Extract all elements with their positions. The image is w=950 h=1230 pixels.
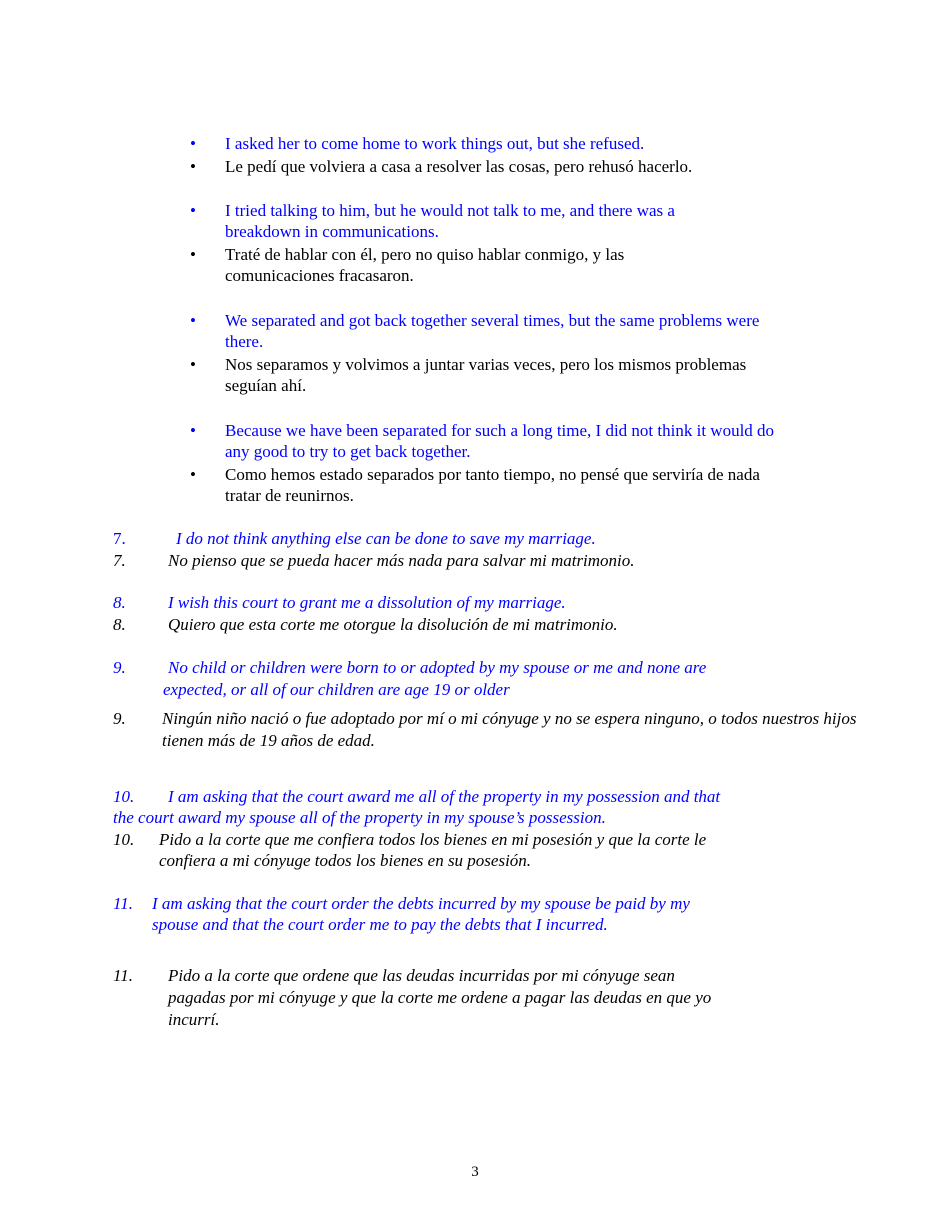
item-number: 7. [113,529,126,548]
bullet-text: Because we have been separated for such a long time, I did not think it would do [225,421,775,440]
item-number: 11. [113,966,133,985]
item-number: 10. [113,787,135,806]
bullet-text: Como hemos estado separados por tanto tiempo, no pensé que serviría de nada [225,465,760,484]
item-text: No child or children were born to or adopted by my spouse or me and none are [168,658,707,677]
bullet-text: breakdown in communications. [225,222,439,241]
item-number: 7. [113,551,126,570]
item-text: Pido a la corte que ordene que las deudas incurridas por mi cónyuge sean [168,966,675,985]
bullet-text: We separated and got back together several times, but the same problems were [225,311,760,330]
bullet-icon: • [190,245,196,264]
bullet-icon: • [190,465,196,484]
item-text: Quiero que esta corte me otorgue la disolución de mi matrimonio. [168,615,618,634]
item-text: No pienso que se pueda hacer más nada para salvar mi matrimonio. [168,551,635,570]
item-text: tienen más de 19 años de edad. [162,731,375,750]
bullet-text: I asked her to come home to work things out, but she refused. [225,134,645,153]
page-number: 3 [471,1164,479,1180]
bullet-icon: • [190,201,196,220]
bullet-text: Le pedí que volviera a casa a resolver las cosas, pero rehusó hacerlo. [225,157,693,176]
item-text: I am asking that the court order the debts incurred by my spouse be paid by my [152,894,690,913]
bullet-text: Traté de hablar con él, pero no quiso hablar conmigo, y las [225,245,625,264]
bullet-text: Nos separamos y volvimos a juntar varias veces, pero los mismos problemas [225,355,747,374]
bullet-icon: • [190,157,196,176]
bullet-icon: • [190,355,196,374]
item-number: 9. [113,658,126,677]
bullet-text: any good to try to get back together. [225,442,471,461]
bullet-text: tratar de reunirnos. [225,486,354,505]
item-text: Pido a la corte que me confiera todos los bienes en mi posesión y que la corte le [159,830,707,849]
bullet-icon: • [190,134,196,153]
item-number: 10. [113,830,135,849]
item-number: 11. [113,894,133,913]
item-text: I am asking that the court award me all of the property in my possession and that [168,787,721,806]
item-text: I do not think anything else can be done to save my marriage. [176,529,596,548]
item-number: 8. [113,593,126,612]
item-text: Ningún niño nació o fue adoptado por mí o mi cónyuge y no se espera ninguno, o todos nuestros hijos [162,709,857,728]
item-number: 8. [113,615,126,634]
item-text: incurrí. [168,1010,220,1029]
bullet-text: I tried talking to him, but he would not talk to me, and there was a [225,201,675,220]
item-text: pagadas por mi cónyuge y que la corte me ordene a pagar las deudas en que yo [168,988,712,1007]
item-text: the court award my spouse all of the property in my spouse’s possession. [113,808,606,827]
item-text: I wish this court to grant me a dissolution of my marriage. [168,593,566,612]
item-text: spouse and that the court order me to pay the debts that I incurred. [152,915,608,934]
bullet-text: seguían ahí. [225,376,307,395]
bullet-icon: • [190,311,196,330]
bullet-text: there. [225,332,264,351]
bullet-icon: • [190,421,196,440]
item-text: expected, or all of our children are age 19 or older [163,680,510,699]
item-text: confiera a mi cónyuge todos los bienes en su posesión. [159,851,532,870]
bullet-text: comunicaciones fracasaron. [225,266,414,285]
item-number: 9. [113,709,126,728]
